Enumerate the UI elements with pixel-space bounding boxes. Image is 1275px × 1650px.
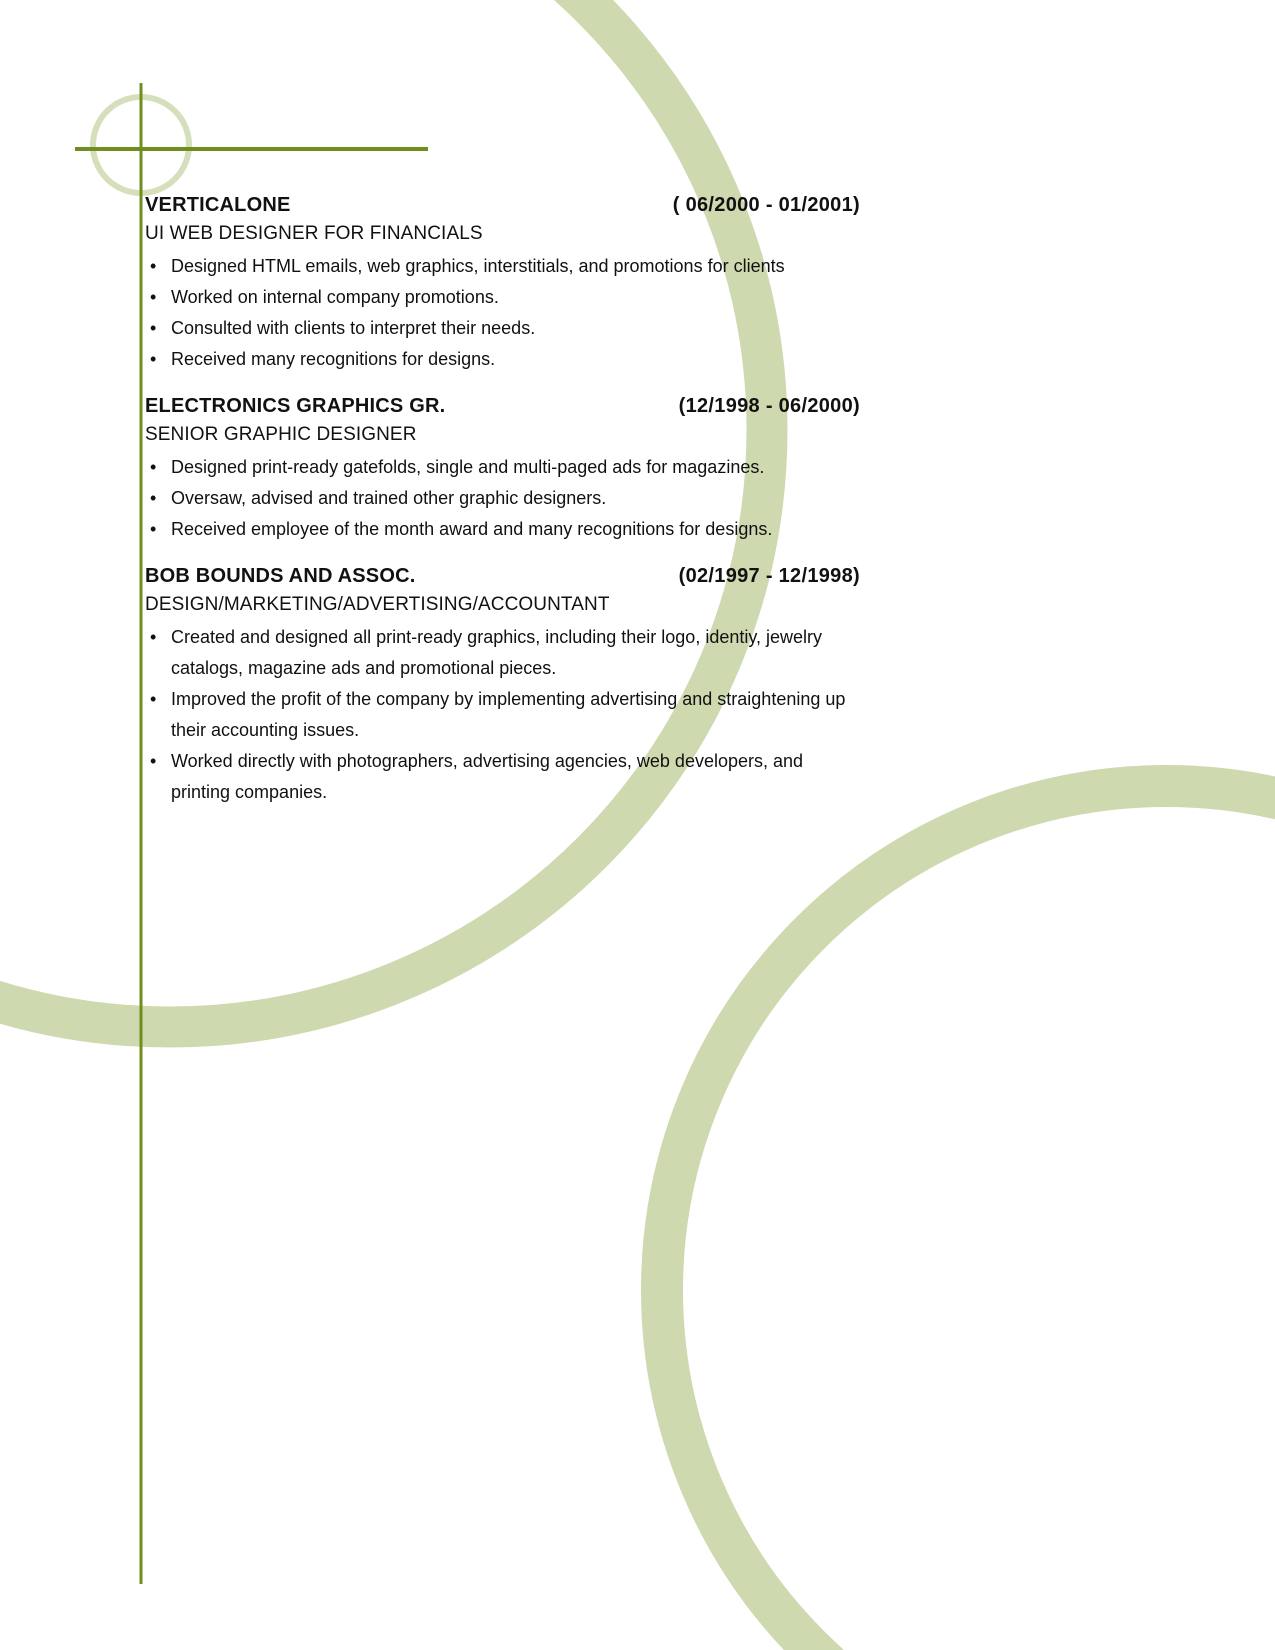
job-title: UI WEB DESIGNER FOR FINANCIALS xyxy=(145,223,483,244)
company-name: VERTICALONE xyxy=(145,194,291,216)
job-dates: ( 06/2000 - 01/2001) xyxy=(672,194,860,216)
job-bullets xyxy=(145,452,860,545)
job-dates: (02/1997 - 12/1998) xyxy=(678,565,860,587)
job-bullets xyxy=(145,251,860,375)
large-arc-bottom-right xyxy=(662,786,1275,1650)
job-bullets xyxy=(145,622,860,808)
bullet-item: • Oversaw, advised and trained other graphic designers. xyxy=(145,483,860,514)
job-entry xyxy=(145,565,860,808)
job-entry xyxy=(145,194,860,375)
bullet-item: • Worked directly with photographers, advertising agencies, web developers, and printing companies. xyxy=(145,746,860,808)
bullet-item: • Received many recognitions for designs. xyxy=(145,344,860,375)
job-entry xyxy=(145,395,860,545)
company-name: ELECTRONICS GRAPHICS GR. xyxy=(145,395,446,417)
experience-section xyxy=(145,194,860,828)
bullet-item: • Consulted with clients to interpret their needs. xyxy=(145,313,860,344)
job-dates: (12/1998 - 06/2000) xyxy=(678,395,860,417)
bullet-item: • Worked on internal company promotions. xyxy=(145,282,860,313)
bullet-item: • Created and designed all print-ready graphics, including their logo, identiy, jewelry catalogs, magazine ads and promotional pieces. xyxy=(145,622,860,684)
bullet-item: • Improved the profit of the company by implementing advertising and straightening up their accounting issues. xyxy=(145,684,860,746)
job-header xyxy=(145,194,860,220)
job-title: DESIGN/MARKETING/ADVERTISING/ACCOUNTANT xyxy=(145,594,610,615)
bullet-item: • Designed HTML emails, web graphics, interstitials, and promotions for clients xyxy=(145,251,860,282)
bullet-item: • Designed print-ready gatefolds, single and multi-paged ads for magazines. xyxy=(145,452,860,483)
job-header xyxy=(145,565,860,591)
job-header xyxy=(145,395,860,421)
company-name: BOB BOUNDS AND ASSOC. xyxy=(145,565,416,587)
job-title: SENIOR GRAPHIC DESIGNER xyxy=(145,424,417,445)
bullet-item: • Received employee of the month award and many recognitions for designs. xyxy=(145,514,860,545)
